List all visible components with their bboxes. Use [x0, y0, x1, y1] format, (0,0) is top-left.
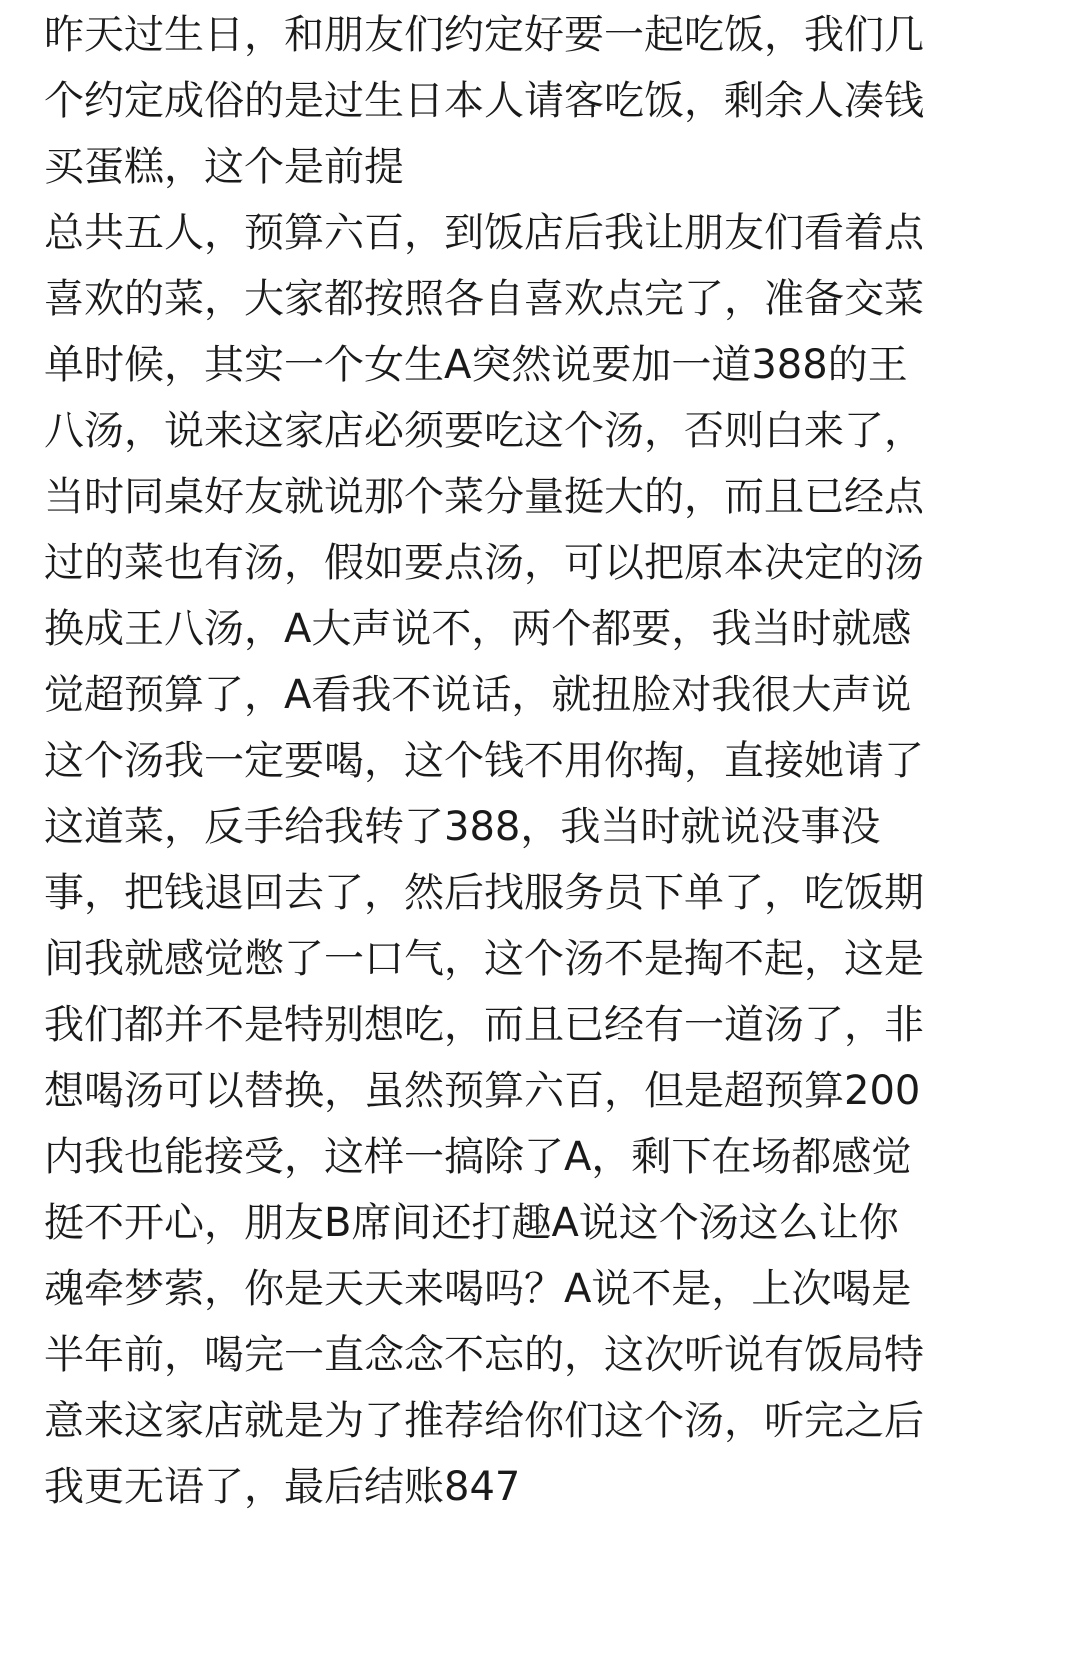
text-line: 喜欢的菜，大家都按照各自喜欢点完了，准备交菜 [44, 276, 924, 322]
text-line: 觉超预算了，A看我不说话，就扭脸对我很大声说 [44, 672, 912, 718]
text-line: 总共五人，预算六百，到饭店后我让朋友们看着点 [44, 210, 924, 256]
text-line: 我更无语了，最后结账847 [44, 1464, 521, 1510]
text-line: 想喝汤可以替换，虽然预算六百，但是超预算200 [44, 1068, 921, 1114]
text-line: 半年前，喝完一直念念不忘的，这次听说有饭局特 [44, 1332, 924, 1378]
text-line: 过的菜也有汤，假如要点汤，可以把原本决定的汤 [44, 540, 924, 586]
text-line: 个约定成俗的是过生日本人请客吃饭，剩余人凑钱 [44, 78, 924, 124]
text-line: 昨天过生日，和朋友们约定好要一起吃饭，我们几 [44, 12, 924, 58]
text-line: 间我就感觉憋了一口气，这个汤不是掏不起，这是 [44, 936, 924, 982]
text-line: 这道菜，反手给我转了388，我当时就说没事没 [44, 804, 881, 850]
text-line: 买蛋糕，这个是前提 [44, 144, 404, 190]
text-line: 这个汤我一定要喝，这个钱不用你掏，直接她请了 [44, 738, 924, 784]
text-line: 单时候，其实一个女生A突然说要加一道388的王 [44, 342, 908, 388]
text-line: 八汤，说来这家店必须要吃这个汤，否则白来了， [44, 408, 924, 454]
text-line: 当时同桌好友就说那个菜分量挺大的，而且已经点 [44, 474, 924, 520]
text-line: 意来这家店就是为了推荐给你们这个汤，听完之后 [44, 1398, 924, 1444]
text-line: 挺不开心，朋友B席间还打趣A说这个汤这么让你 [44, 1200, 899, 1246]
text-line: 我们都并不是特别想吃，而且已经有一道汤了，非 [44, 1002, 924, 1048]
text-line: 魂牵梦萦，你是天天来喝吗？A说不是，上次喝是 [44, 1266, 912, 1312]
text-line: 换成王八汤，A大声说不，两个都要，我当时就感 [44, 606, 912, 652]
text-line: 事，把钱退回去了，然后找服务员下单了，吃饭期 [44, 870, 924, 916]
text-line: 内我也能接受，这样一搞除了A，剩下在场都感觉 [44, 1134, 912, 1180]
